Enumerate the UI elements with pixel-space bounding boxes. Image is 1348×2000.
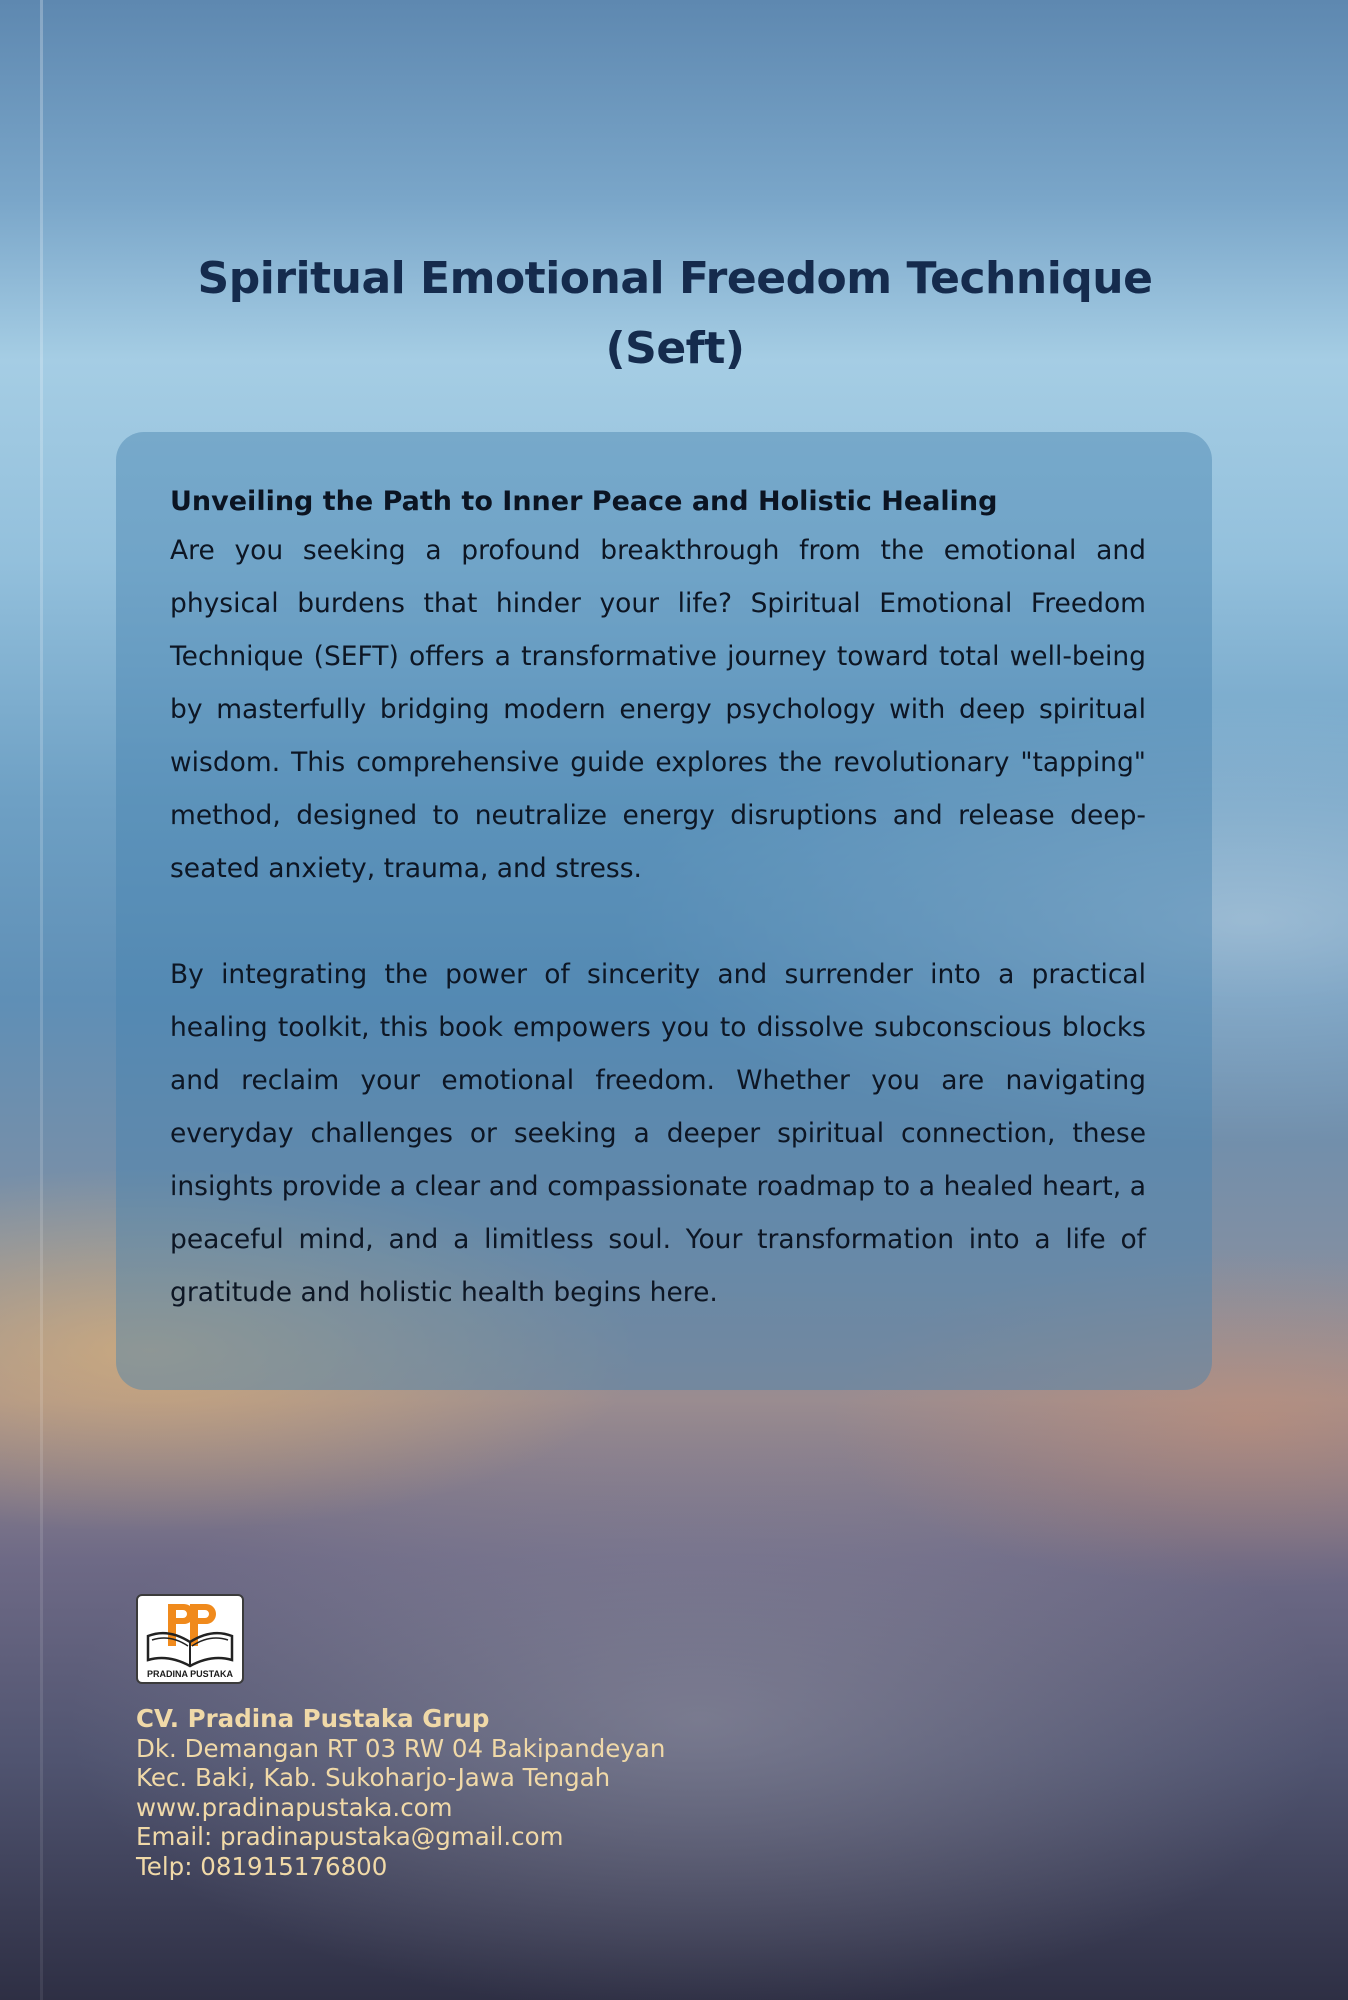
publisher-name: CV. Pradina Pustaka Grup <box>136 1704 490 1733</box>
publisher-logo <box>136 1594 244 1684</box>
blurb-panel <box>116 432 1212 1390</box>
blurb-subtitle: Unveiling the Path to Inner Peace and Holistic Healing <box>170 486 998 517</box>
blurb-content <box>170 480 1146 1319</box>
blurb-paragraph-1: Are you seeking a profound breakthrough from the emotional and physical burdens that hinder your life? Spiritual Emotional Freedom Technique (SEFT) offers a transformative journey toward total well-being by masterfully bridging modern energy psychology with deep spiritual wisdom. This comprehensive guide explores the revolutionary "tapping" method, designed to neutralize energy disruptions and release deep-seated anxiety, trauma, and stress. <box>170 535 1146 884</box>
book-title <box>170 244 1180 384</box>
publisher-website[interactable]: www.pradinapustaka.com <box>136 1792 453 1822</box>
book-title-line-2: (Seft) <box>605 323 745 374</box>
publisher-address-line-2: Kec. Baki, Kab. Sukoharjo-Jawa Tengah <box>136 1763 611 1792</box>
publisher-email[interactable]: Email: pradinapustaka@gmail.com <box>136 1822 564 1851</box>
logo-text: PRADINA PUSTAKA <box>146 1669 234 1679</box>
publisher-info <box>136 1704 836 1881</box>
book-spine-line <box>40 0 43 2000</box>
book-title-line-1: Spiritual Emotional Freedom Technique <box>197 253 1153 304</box>
blurb-paragraph-2: By integrating the power of sincerity and surrender into a practical healing toolkit, this book empowers you to dissolve subconscious blocks and reclaim your emotional freedom. Whether you are navigating everyday challenges or seeking a deeper spiritual connection, these insights provide a clear and compassionate roadmap to a healed heart, a peaceful mind, and a limitless soul. Your transformation into a life of gratitude and holistic health begins here. <box>170 959 1146 1308</box>
publisher-phone: Telp: 081915176800 <box>136 1851 388 1881</box>
publisher-address-line-1: Dk. Demangan RT 03 RW 04 Bakipandeyan <box>136 1733 666 1763</box>
